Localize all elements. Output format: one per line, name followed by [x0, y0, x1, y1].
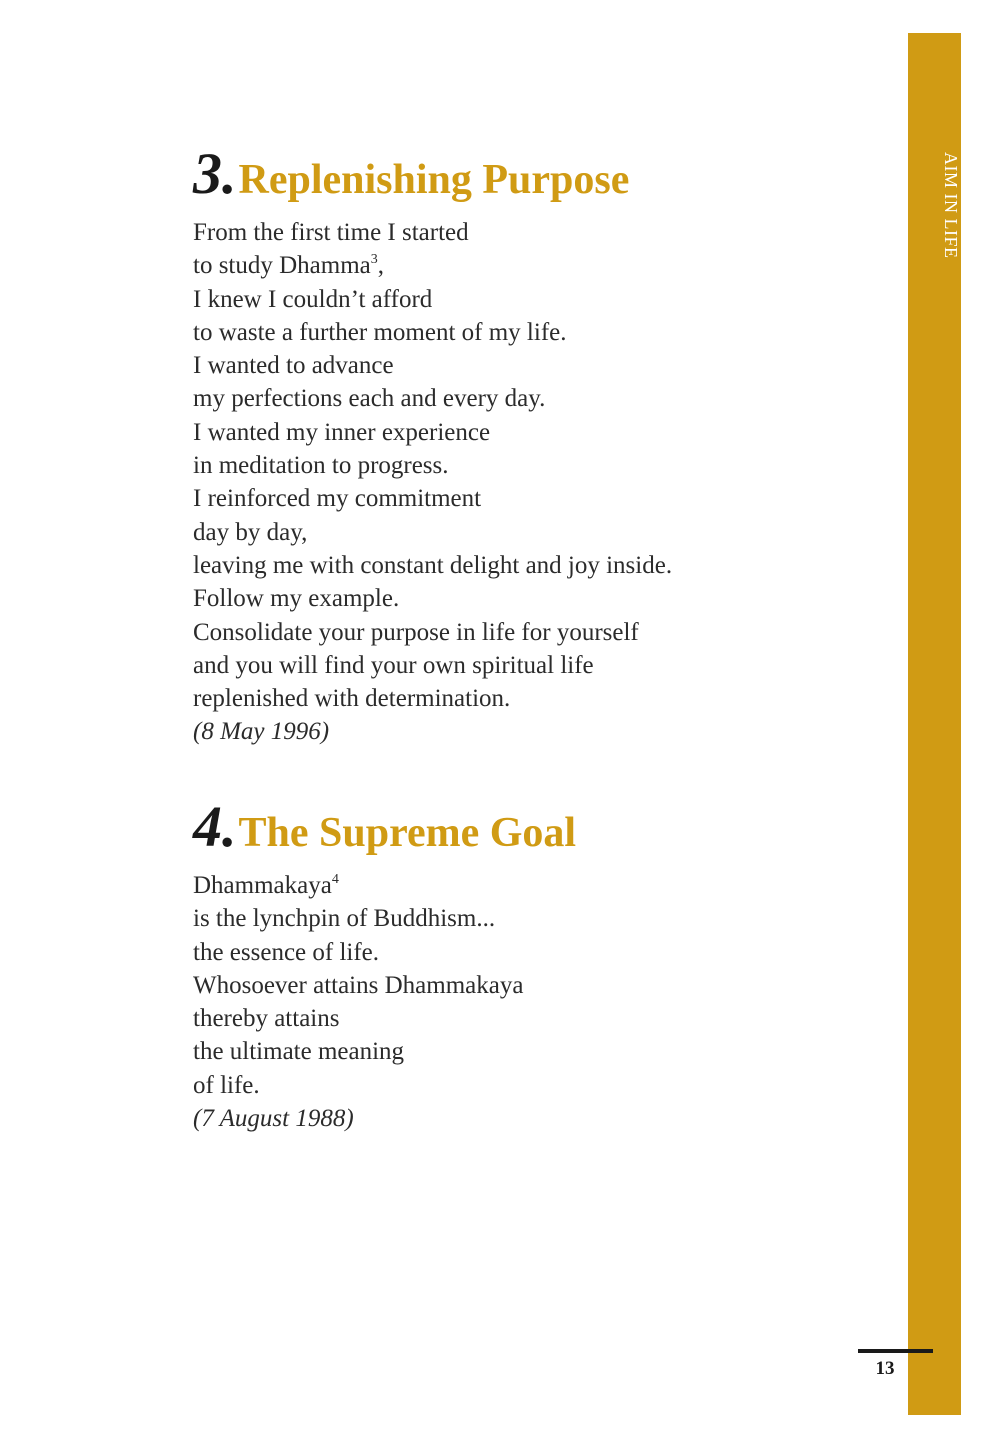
running-header: AIM IN LIFE	[941, 151, 961, 259]
poem-body	[193, 869, 873, 1135]
poem-line: in meditation to progress.	[193, 452, 449, 480]
poem-line: Whosoever attains Dhammakaya	[193, 971, 524, 999]
poem-line: replenished with determination.	[193, 685, 511, 713]
section-replenishing-purpose	[193, 142, 873, 749]
poem-line: and you will find your own spiritual life	[193, 651, 594, 679]
footnote-ref[interactable]: 4	[331, 872, 339, 887]
poem-line: Follow my example.	[193, 585, 400, 613]
poem-line: From the first time I started	[193, 219, 469, 246]
poem-line: I knew I couldn’t afford	[193, 285, 433, 313]
poem-line-text: Dhammakaya	[193, 872, 332, 899]
poem-line: I wanted to advance	[193, 352, 394, 380]
section-heading	[193, 142, 873, 212]
section-number: 4.	[193, 794, 237, 859]
poem-body	[193, 216, 873, 749]
poem-line: the ultimate meaning	[193, 1038, 405, 1066]
section-date: (7 August 1988)	[193, 1105, 354, 1133]
poem-line: is the lynchpin of Buddhism...	[193, 905, 496, 933]
poem-line: the essence of life.	[193, 938, 380, 966]
section-title: Replenishing Purpose	[238, 157, 630, 203]
poem-line: of life.	[193, 1071, 260, 1099]
poem-line-text: to study Dhamma	[193, 252, 371, 280]
section-supreme-goal	[193, 795, 873, 1135]
poem-line	[193, 249, 873, 282]
poem-line: to waste a further moment of my life.	[193, 318, 567, 346]
poem-line	[193, 869, 873, 902]
poem-line: leaving me with constant delight and joy inside.	[193, 551, 673, 579]
poem-line-text: ,	[377, 252, 385, 280]
poem-line: day by day,	[193, 518, 308, 546]
section-number: 3.	[193, 141, 237, 206]
page-number: 13	[875, 1358, 895, 1379]
page-number-rule	[858, 1349, 933, 1353]
poem-line: I wanted my inner experience	[193, 418, 491, 446]
section-date: (8 May 1996)	[193, 718, 330, 746]
poem-line: thereby attains	[193, 1005, 340, 1033]
section-title: The Supreme Goal	[238, 810, 577, 856]
section-heading	[193, 795, 873, 865]
footnote-ref[interactable]: 3	[370, 252, 378, 268]
poem-line: my perfections each and every day.	[193, 385, 546, 413]
poem-line: Consolidate your purpose in life for yourself	[193, 618, 639, 646]
poem-line: I reinforced my commitment	[193, 485, 482, 513]
